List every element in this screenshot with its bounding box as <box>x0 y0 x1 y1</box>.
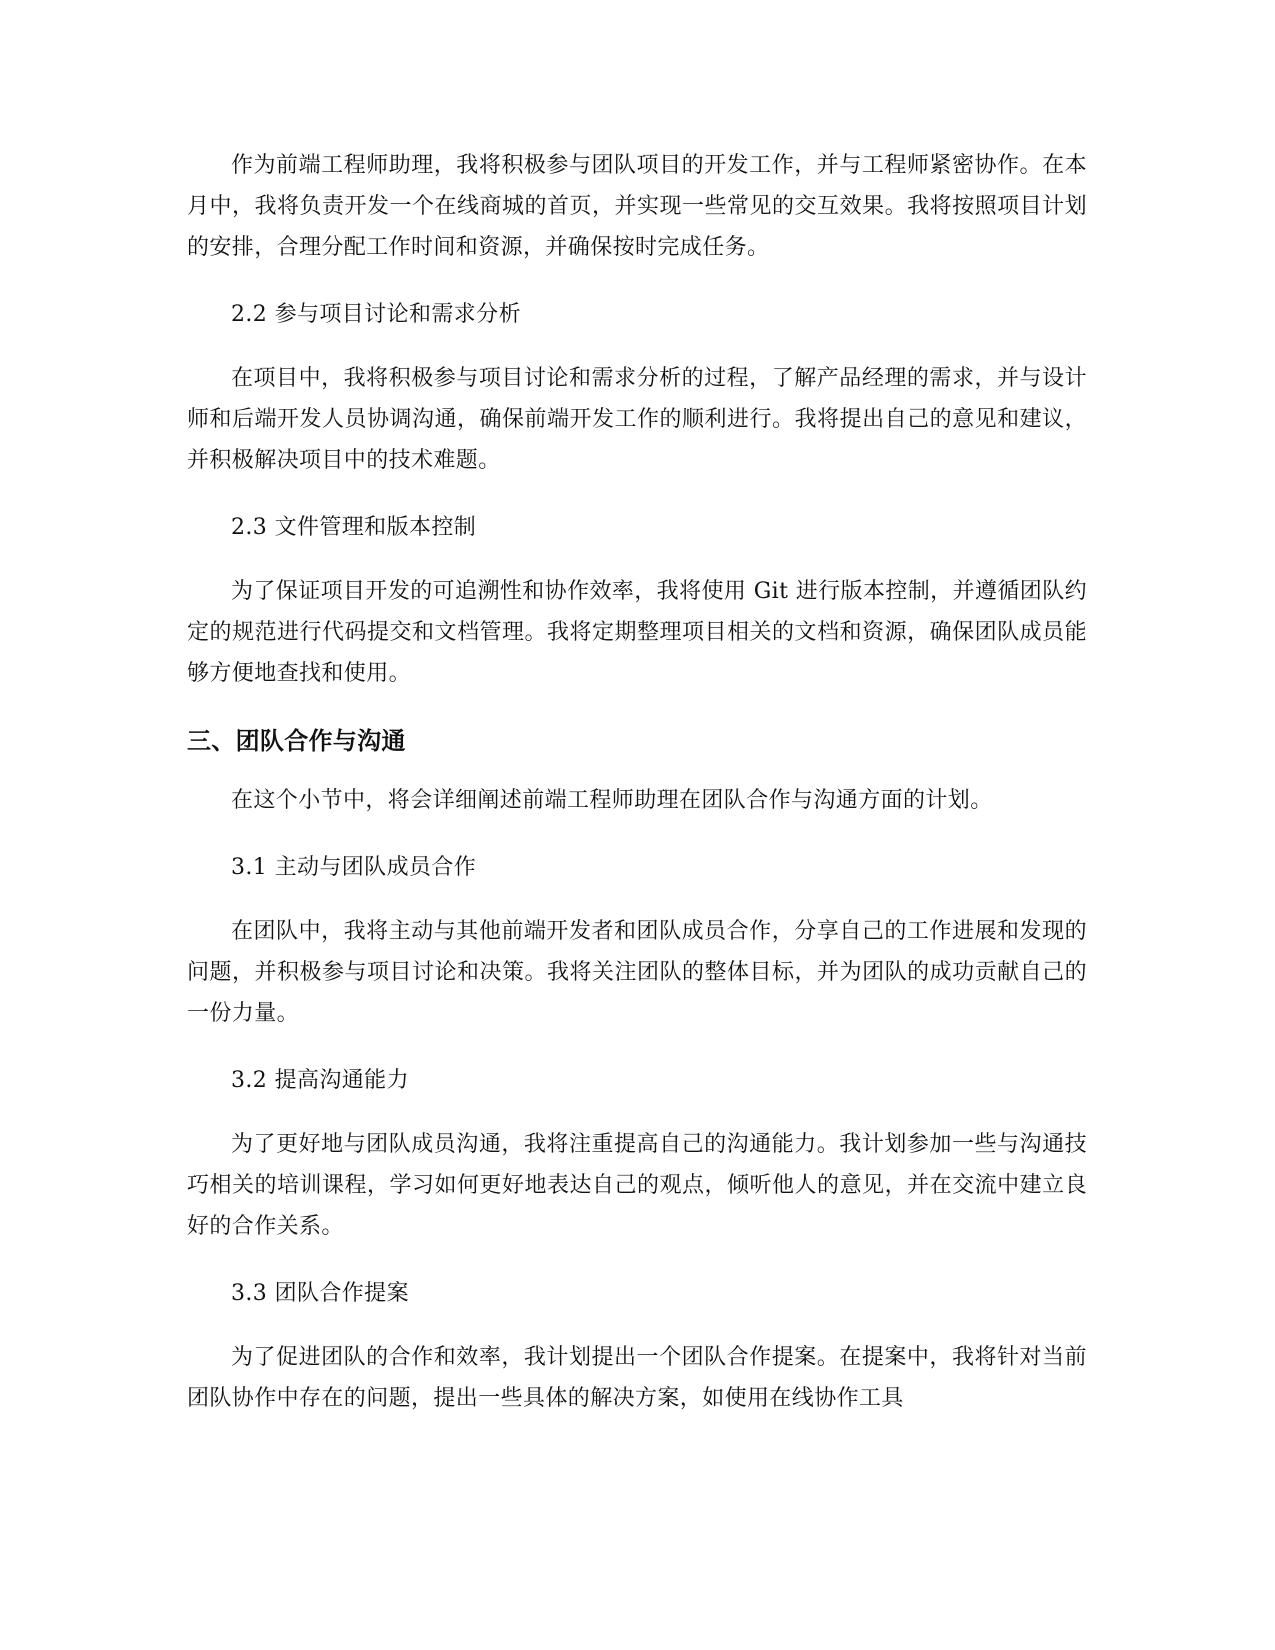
para-communication-skills: 为了更好地与团队成员沟通，我将注重提高自己的沟通能力。我计划参加一些与沟通技巧相关的培训课程，学习如何更好地表达自己的观点，倾听他人的意见，并在交流中建立良好的合作关系。 <box>187 1132 1087 1239</box>
para-assistant-role: 作为前端工程师助理，我将积极参与团队项目的开发工作，并与工程师紧密协作。在本月中，我将负责开发一个在线商城的首页，并实现一些常见的交互效果。我将按照项目计划的安排，合理分配工作时间和资源，并确保按时完成任务。 <box>187 153 1087 260</box>
subheading-3-3: 3.3 团队合作提案 <box>231 1281 409 1306</box>
para-cooperation-proposal: 为了促进团队的合作和效率，我计划提出一个团队合作提案。在提案中，我将针对当前团队协作中存在的问题，提出一些具体的解决方案，如使用在线协作工具 <box>187 1345 1087 1411</box>
subheading-2-2: 2.2 参与项目讨论和需求分析 <box>231 302 521 327</box>
document-page <box>187 145 1087 1445</box>
subheading-3-1: 3.1 主动与团队成员合作 <box>231 855 477 880</box>
para-team-cooperation: 在团队中，我将主动与其他前端开发者和团队成员合作，分享自己的工作进展和发现的问题，并积极参与项目讨论和决策。我将关注团队的整体目标，并为团队的成功贡献自己的一份力量。 <box>187 919 1087 1026</box>
para-section-intro: 在这个小节中，将会详细阐述前端工程师助理在团队合作与沟通方面的计划。 <box>231 788 993 813</box>
subheading-3-2: 3.2 提高沟通能力 <box>231 1068 409 1093</box>
para-project-discussion: 在项目中，我将积极参与项目讨论和需求分析的过程，了解产品经理的需求，并与设计师和后端开发人员协调沟通，确保前端开发工作的顺利进行。我将提出自己的意见和建议，并积极解决项目中的技术难题。 <box>187 366 1087 473</box>
subheading-2-3: 2.3 文件管理和版本控制 <box>231 515 477 540</box>
para-version-control: 为了保证项目开发的可追溯性和协作效率，我将使用 Git 进行版本控制，并遵循团队约定的规范进行代码提交和文档管理。我将定期整理项目相关的文档和资源，确保团队成员能够方便地查找和使用。 <box>187 579 1087 686</box>
section-heading-3: 三、团队合作与沟通 <box>187 727 406 755</box>
